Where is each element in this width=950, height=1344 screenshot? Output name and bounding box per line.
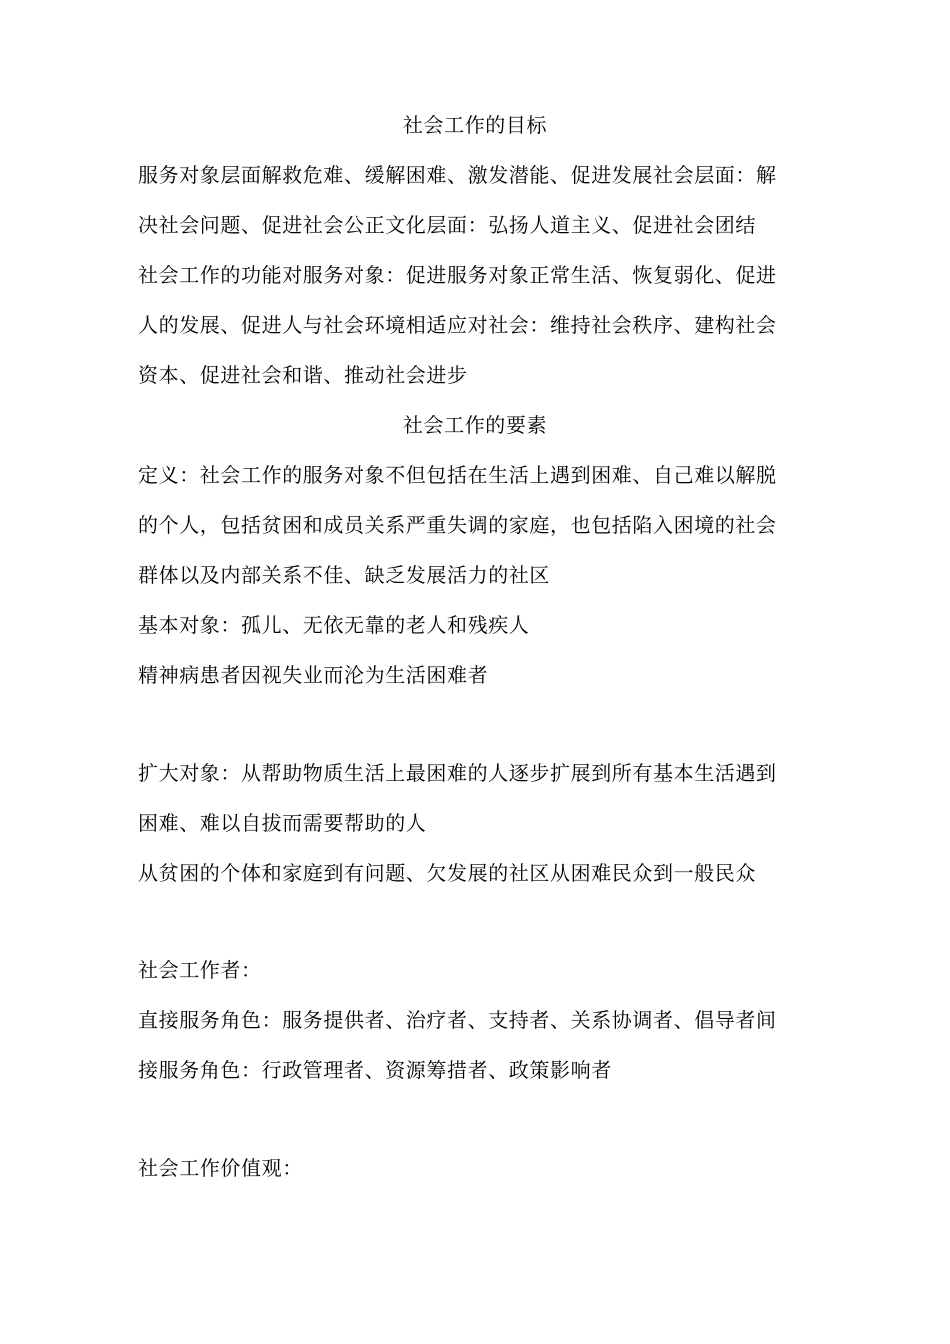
paragraph-line: 的个人，包括贫困和成员关系严重失调的家庭，也包括陷入困境的社会	[138, 513, 777, 537]
paragraph-line: 精神病患者因视失业而沦为生活困难者	[138, 663, 489, 687]
paragraph-line: 群体以及内部关系不佳、缺乏发展活力的社区	[138, 563, 550, 587]
paragraph-line: 从贫困的个体和家庭到有问题、欠发展的社区从困难民众到一般民众	[138, 861, 756, 885]
paragraph-line: 社会工作的功能对服务对象：促进服务对象正常生活、恢复弱化、促进	[138, 263, 777, 287]
paragraph-line: 困难、难以自拔而需要帮助的人	[138, 811, 427, 835]
paragraph-line: 直接服务角色：服务提供者、治疗者、支持者、关系协调者、倡导者间	[138, 1008, 777, 1032]
paragraph-line: 人的发展、促进人与社会环境相适应对社会：维持社会秩序、建构社会	[138, 313, 777, 337]
section-heading-elements: 社会工作的要素	[402, 413, 548, 437]
paragraph-line: 决社会问题、促进社会公正文化层面：弘扬人道主义、促进社会团结	[138, 213, 756, 237]
paragraph-line: 接服务角色：行政管理者、资源筹措者、政策影响者	[138, 1058, 612, 1082]
paragraph-line: 社会工作价值观：	[138, 1156, 303, 1180]
paragraph-line: 扩大对象：从帮助物质生活上最困难的人逐步扩展到所有基本生活遇到	[138, 761, 777, 785]
paragraph-line: 基本对象：孤儿、无依无靠的老人和残疾人	[138, 613, 530, 637]
paragraph-line: 定义：社会工作的服务对象不但包括在生活上遇到困难、自己难以解脱	[138, 463, 777, 487]
section-heading-goals: 社会工作的目标	[402, 113, 548, 137]
paragraph-line: 社会工作者：	[138, 958, 262, 982]
paragraph-line: 资本、促进社会和谐、推动社会进步	[138, 363, 468, 387]
paragraph-line: 服务对象层面解救危难、缓解困难、激发潜能、促进发展社会层面：解	[138, 163, 777, 187]
